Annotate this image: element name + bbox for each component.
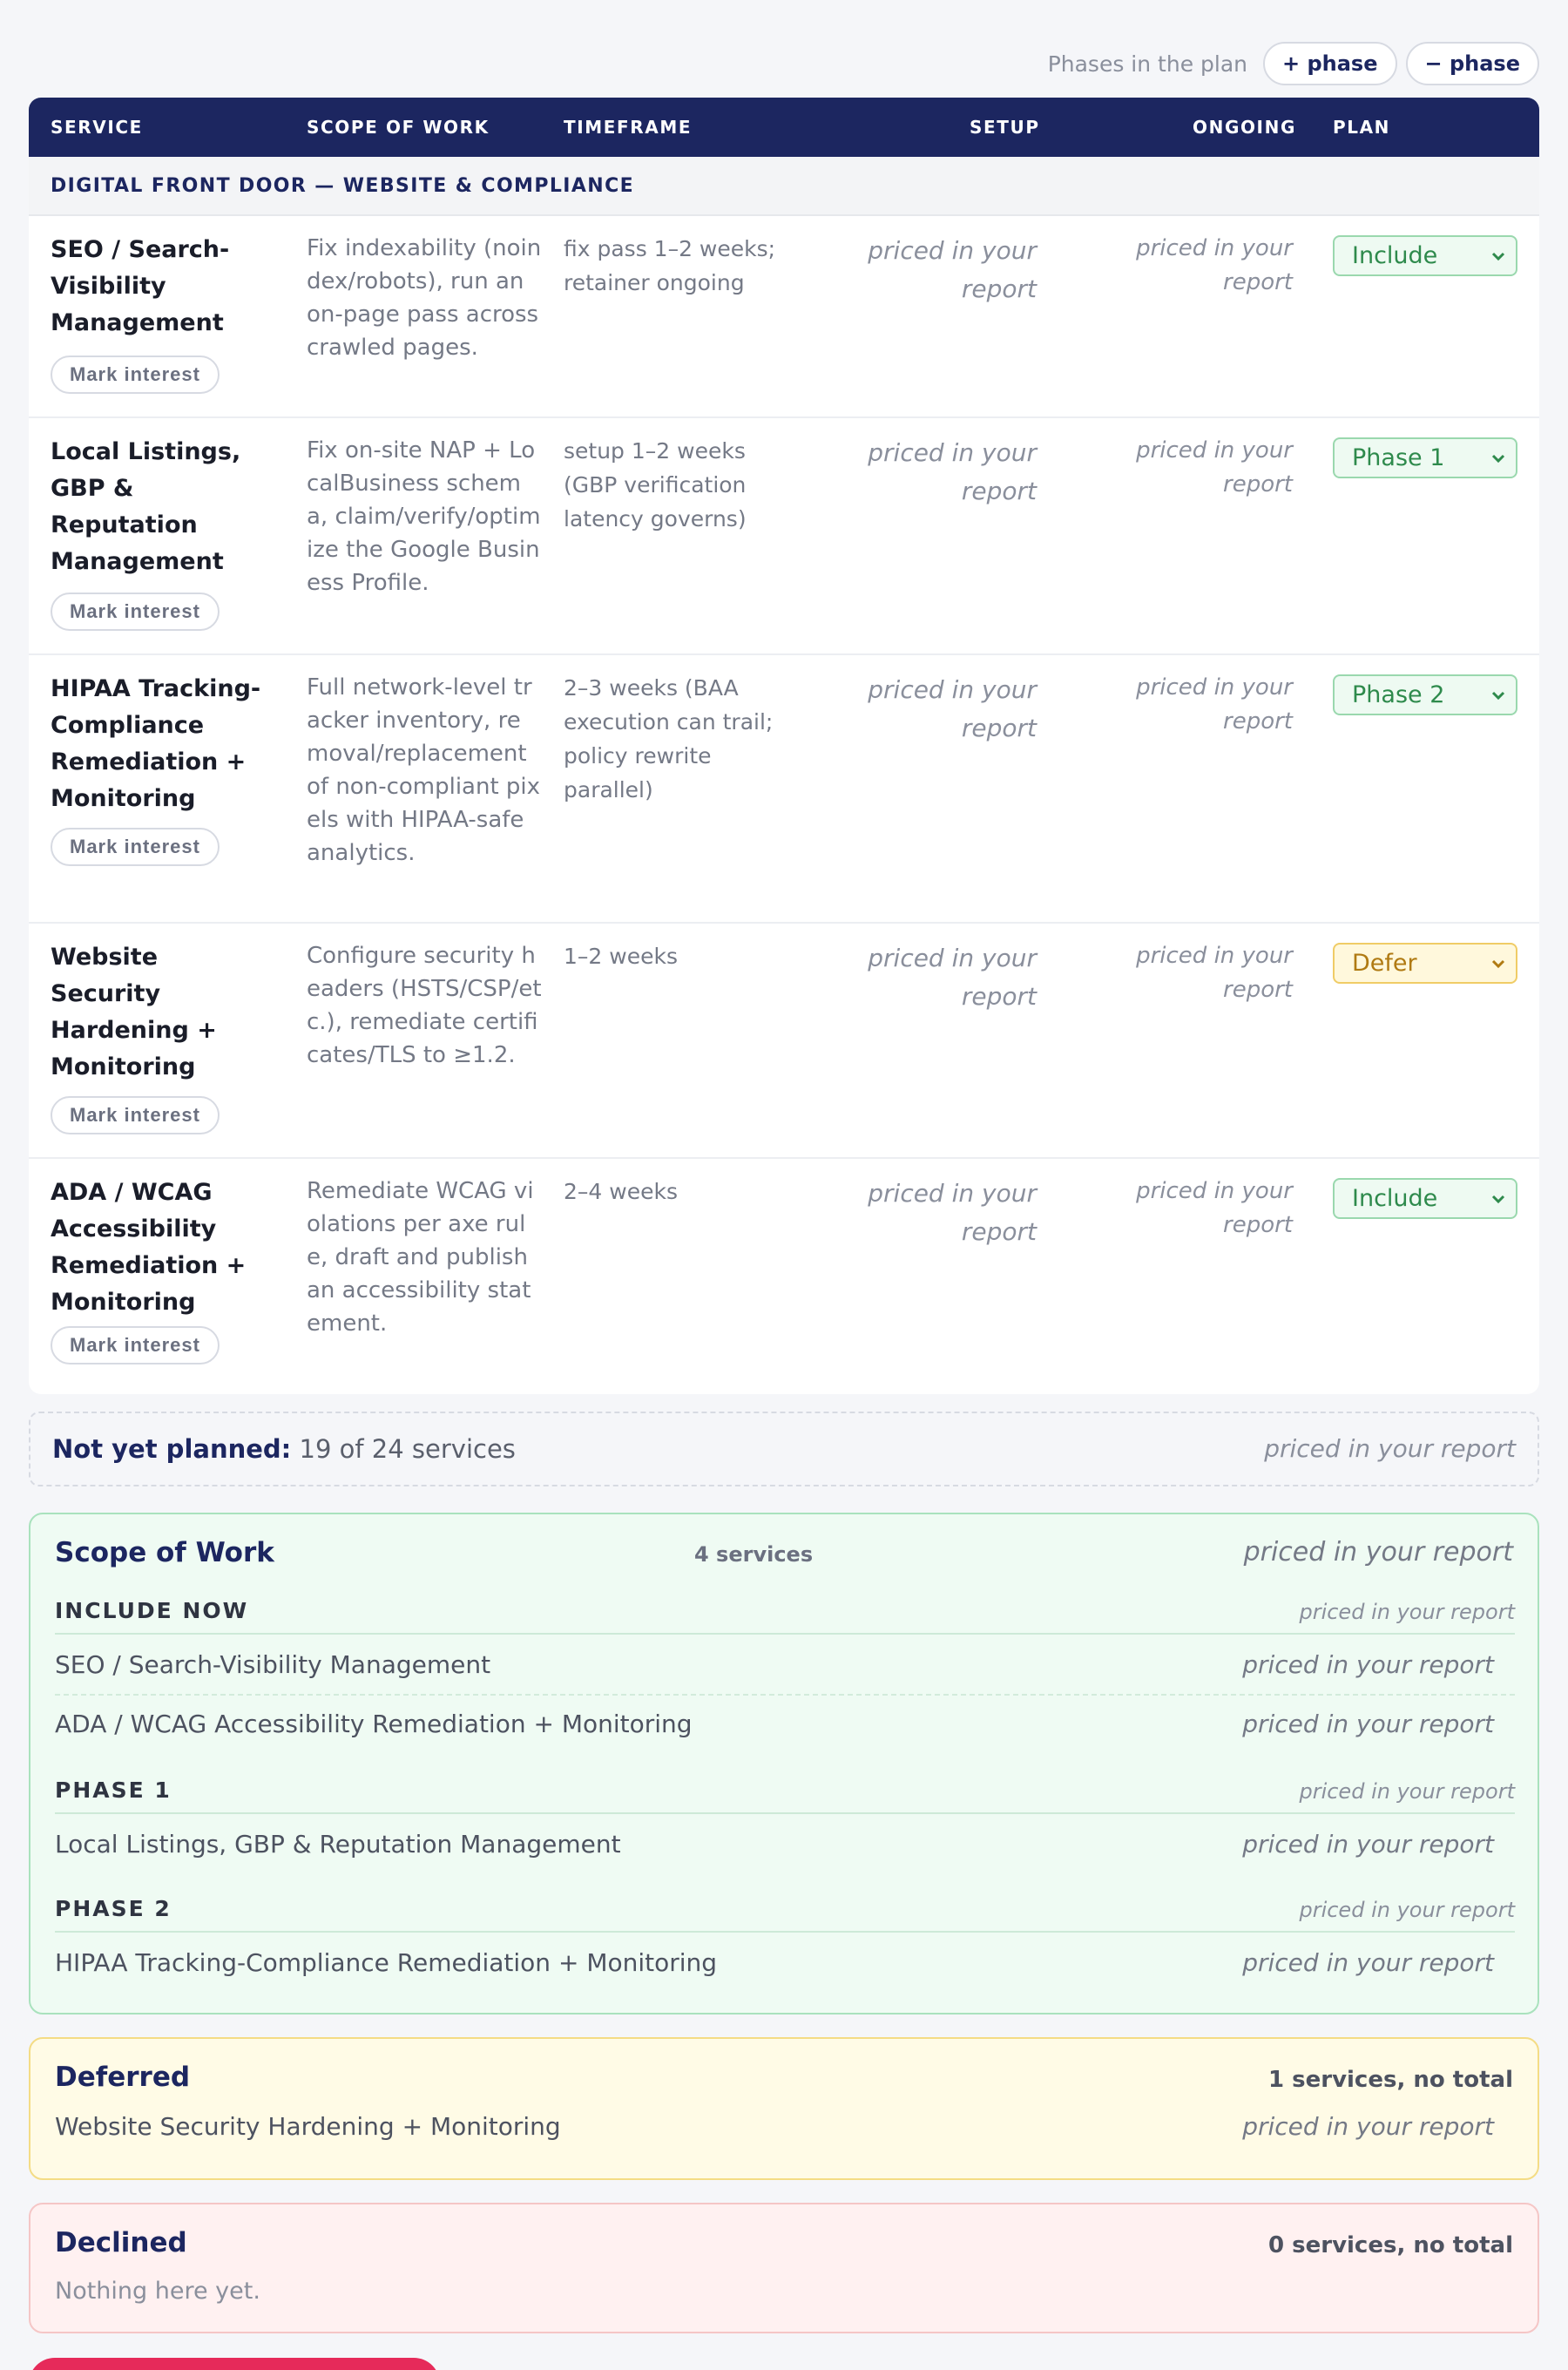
phase-controls-label: Phases in the plan bbox=[1047, 51, 1247, 77]
phase-group-price: priced in your report bbox=[1299, 1898, 1515, 1922]
timeframe-text: setup 1–2 weeks (GBP verification latency governs) bbox=[564, 438, 747, 532]
group-header bbox=[29, 157, 1539, 216]
scope-text: Configure security headers (HSTS/CSP/etc.), remediate certificates/TLS to ≥1.2. bbox=[307, 943, 542, 1068]
scope-of-work-count: 4 services bbox=[694, 1542, 814, 1567]
service-name: ADA / WCAG Accessibility Remediation + Monitoring bbox=[51, 1179, 247, 1316]
setup-price: priced in your report bbox=[868, 1179, 1037, 1246]
timeframe-text: fix pass 1–2 weeks; retainer ongoing bbox=[564, 236, 776, 295]
deferred-title: Deferred bbox=[55, 2062, 191, 2093]
plan-select-value: Include bbox=[1352, 1185, 1438, 1212]
list-item-price: priced in your report bbox=[1242, 1710, 1494, 1738]
col-scope: SCOPE OF WORK bbox=[307, 117, 490, 138]
mark-interest-button[interactable]: Mark interest bbox=[51, 356, 220, 394]
chevron-down-icon bbox=[1490, 247, 1507, 265]
phase-group-phase-2 bbox=[55, 1889, 1515, 1933]
timeframe-text: 2–4 weeks bbox=[564, 1179, 678, 1204]
phase-group-name: PHASE 2 bbox=[55, 1896, 172, 1921]
plan-select[interactable] bbox=[1333, 1178, 1517, 1219]
table-row bbox=[29, 924, 1539, 1159]
mark-interest-button[interactable]: Mark interest bbox=[51, 1326, 220, 1364]
plan-select-value: Phase 1 bbox=[1352, 444, 1445, 471]
col-service: SERVICE bbox=[51, 117, 143, 138]
scope-of-work-panel bbox=[29, 1513, 1539, 2014]
service-name: Local Listings, GBP & Reputation Management bbox=[51, 438, 241, 575]
not-yet-planned-value: 19 of 24 services bbox=[299, 1434, 516, 1464]
declined-title: Declined bbox=[55, 2227, 187, 2258]
col-plan: PLAN bbox=[1333, 117, 1391, 138]
list-item bbox=[55, 1636, 1515, 1696]
ongoing-price: priced in your report bbox=[1136, 674, 1293, 735]
table-header bbox=[29, 98, 1539, 157]
col-timeframe: TIMEFRAME bbox=[564, 117, 693, 138]
setup-price: priced in your report bbox=[868, 438, 1037, 505]
phase-group-price: priced in your report bbox=[1299, 1600, 1515, 1624]
declined-panel bbox=[29, 2203, 1539, 2333]
service-name: HIPAA Tracking-Compliance Remediation + Monitoring bbox=[51, 675, 261, 812]
table-row bbox=[29, 1159, 1539, 1394]
phase-group-phase-1 bbox=[55, 1771, 1515, 1814]
not-yet-planned-price: priced in your report bbox=[1264, 1434, 1516, 1463]
col-setup: SETUP bbox=[970, 117, 1040, 138]
add-phase-button[interactable]: + phase bbox=[1263, 42, 1397, 85]
table-row bbox=[29, 655, 1539, 924]
phase-group-name: INCLUDE NOW bbox=[55, 1598, 249, 1623]
service-name: SEO / Search-Visibility Management bbox=[51, 236, 230, 336]
plan-select-value: Defer bbox=[1352, 950, 1417, 977]
ongoing-price: priced in your report bbox=[1136, 235, 1293, 295]
plan-select[interactable] bbox=[1333, 437, 1517, 478]
phase-group-include-now bbox=[55, 1591, 1515, 1635]
not-yet-planned-label: Not yet planned: bbox=[52, 1434, 292, 1464]
mark-interest-button[interactable]: Mark interest bbox=[51, 1096, 220, 1134]
deferred-meta: 1 services, no total bbox=[1268, 2067, 1513, 2093]
ongoing-price: priced in your report bbox=[1136, 437, 1293, 498]
list-item-name: Local Listings, GBP & Reputation Management bbox=[55, 1830, 621, 1859]
phase-controls bbox=[1048, 42, 1539, 85]
scope-text: Full network-level tracker inventory, removal/replacement of non-compliant pixels with HIPAA-safe analytics. bbox=[307, 674, 541, 866]
timeframe-text: 1–2 weeks bbox=[564, 944, 678, 969]
primary-action-button[interactable] bbox=[29, 2358, 440, 2370]
list-item-name: SEO / Search-Visibility Management bbox=[55, 1650, 491, 1679]
ongoing-price: priced in your report bbox=[1136, 943, 1293, 1003]
chevron-down-icon bbox=[1490, 450, 1507, 467]
plan-select-value: Include bbox=[1352, 242, 1438, 269]
scope-of-work-total: priced in your report bbox=[1243, 1537, 1513, 1568]
scope-text: Fix on-site NAP + LocalBusiness schema, claim/verify/optimize the Google Business Profile. bbox=[307, 437, 541, 596]
plan-select[interactable] bbox=[1333, 674, 1517, 715]
list-item-price: priced in your report bbox=[1242, 1948, 1494, 1977]
scope-of-work-title: Scope of Work bbox=[55, 1537, 274, 1568]
not-yet-planned-bar bbox=[29, 1412, 1539, 1486]
declined-meta: 0 services, no total bbox=[1268, 2232, 1513, 2258]
table-row bbox=[29, 418, 1539, 655]
plan-select[interactable] bbox=[1333, 943, 1517, 984]
mark-interest-button[interactable]: Mark interest bbox=[51, 828, 220, 866]
list-item-name: ADA / WCAG Accessibility Remediation + Monitoring bbox=[55, 1710, 693, 1738]
setup-price: priced in your report bbox=[868, 236, 1037, 303]
scope-text: Remediate WCAG violations per axe rule, draft and publish an accessibility statement. bbox=[307, 1178, 534, 1337]
deferred-item-price: priced in your report bbox=[1242, 2112, 1494, 2141]
plan-select[interactable] bbox=[1333, 235, 1517, 276]
list-item-price: priced in your report bbox=[1242, 1830, 1494, 1859]
service-name: Website Security Hardening + Monitoring bbox=[51, 944, 217, 1080]
list-item bbox=[55, 1934, 1515, 1994]
chevron-down-icon bbox=[1490, 955, 1507, 972]
list-item bbox=[55, 1816, 1515, 1875]
deferred-item-name: Website Security Hardening + Monitoring bbox=[55, 2112, 561, 2141]
list-item-name: HIPAA Tracking-Compliance Remediation + Monitoring bbox=[55, 1948, 718, 1977]
plan-select-value: Phase 2 bbox=[1352, 681, 1445, 708]
phase-group-name: PHASE 1 bbox=[55, 1778, 172, 1803]
deferred-panel bbox=[29, 2037, 1539, 2180]
services-table bbox=[29, 98, 1539, 1394]
remove-phase-button[interactable]: − phase bbox=[1406, 42, 1540, 85]
group-title: DIGITAL FRONT DOOR — WEBSITE & COMPLIANCE bbox=[51, 175, 635, 197]
phase-group-price: priced in your report bbox=[1299, 1779, 1515, 1804]
not-yet-planned-text bbox=[52, 1413, 516, 1485]
declined-empty-text: Nothing here yet. bbox=[55, 2278, 260, 2305]
mark-interest-button[interactable]: Mark interest bbox=[51, 592, 220, 631]
setup-price: priced in your report bbox=[868, 675, 1037, 742]
ongoing-price: priced in your report bbox=[1136, 1178, 1293, 1238]
timeframe-text: 2–3 weeks (BAA execution can trail; policy rewrite parallel) bbox=[564, 675, 774, 802]
chevron-down-icon bbox=[1490, 687, 1507, 704]
col-ongoing: ONGOING bbox=[1193, 117, 1296, 138]
list-item bbox=[55, 1696, 1515, 1755]
table-row bbox=[29, 216, 1539, 418]
scope-text: Fix indexability (noindex/robots), run an on-page pass across crawled pages. bbox=[307, 235, 542, 361]
list-item-price: priced in your report bbox=[1242, 1650, 1494, 1679]
chevron-down-icon bbox=[1490, 1190, 1507, 1208]
setup-price: priced in your report bbox=[868, 944, 1037, 1011]
